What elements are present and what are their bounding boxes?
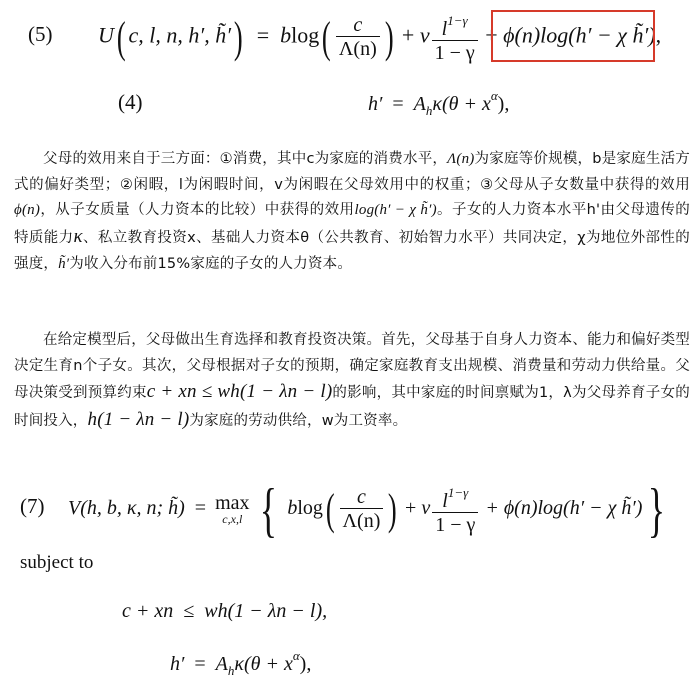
coef-A: A: [413, 93, 426, 115]
inline-math: c + xn ≤ wh(1 − λn − l): [146, 381, 333, 403]
constraint-human-capital: [0, 648, 700, 678]
coef-A: A: [215, 653, 228, 675]
fraction-numerator: c: [357, 486, 366, 508]
equation-number: (5): [28, 22, 53, 46]
equation-body: [170, 648, 311, 679]
text: 。子女的人力资本水平h'由父母遗传的特质能力: [14, 202, 690, 247]
subject-to-label: subject to: [20, 552, 94, 573]
text: 的影响，其中家庭的时间禀赋为1，λ为父母养育子女的时间投入，: [14, 385, 690, 430]
inline-math: κ: [73, 226, 83, 248]
rhs: κ(θ + x: [234, 653, 293, 675]
fraction-denominator: 1 − γ: [432, 40, 478, 65]
exponent: 1−γ: [447, 485, 469, 500]
equals-sign: =: [194, 497, 207, 520]
exponent: 1−γ: [447, 13, 468, 28]
constraint-budget: c + xn ≤ wh(1 − λn − l),: [122, 600, 328, 622]
paragraph-2: [14, 328, 690, 435]
equation-body: U( c, l, n, h′, h̃′) = blog( $\frac{c}{\Lambda(n)}$ ) + ν $\frac{l^{1-\gamma}}{1 - \gamma}$ + ϕ(n)log(h′ − χ h̃′),: [98, 10, 661, 65]
text: 父母的效用来自于三方面：①消费，其中c为家庭的消费水平，: [43, 151, 448, 167]
log-operator: log: [291, 22, 320, 48]
text: 为家庭的劳动供给，w为工资率。: [189, 413, 408, 430]
equals-sign: =: [256, 22, 270, 48]
exponent: α: [292, 648, 300, 663]
text: 在给定模型后，父母做出生育选择和教育投资决策。首先，父母基于自身人力资本、能力和偏好类型决定生育n个子女。其次，父母根据对子女的预期，确定家庭教育支出规模、消费量和劳动力供给量。父母决策受到预算约束: [14, 332, 690, 402]
equation-tail: + ϕ(n)log(h′ − χ h̃′): [485, 497, 643, 520]
equation-5: [0, 8, 700, 64]
highlighted-term: ϕ(n)log(h′ − χ h̃′): [503, 22, 656, 48]
subscript: h: [227, 663, 235, 678]
fraction-denominator: Λ(n): [340, 508, 384, 533]
equation-body: V(h, b, κ, n; h̃) = max c,x,l { blog( $\frac{c}{\Lambda(n)}$ ) + ν $\frac{l^{1-\gamma}}{1 - \gamma}$ + ϕ(n)log(h′ − χ h̃′)}: [68, 476, 666, 543]
equation-7: [0, 476, 700, 543]
function-args: c, l, n, h′, h̃′: [128, 22, 232, 48]
equation-4: [0, 88, 700, 120]
text: ，从子女质量（人力资本的比较）中获得的效用: [40, 202, 355, 219]
inline-math: h̃′: [58, 255, 70, 272]
fraction: [432, 10, 478, 65]
inline-math: Λ(n): [447, 151, 475, 167]
plus-sign: +: [401, 22, 415, 48]
plus-sign: +: [405, 497, 417, 520]
rhs-close: ),: [497, 93, 510, 115]
nu-symbol: ν: [421, 497, 431, 520]
inline-math: log(h′ − χ h̃′): [354, 202, 437, 219]
fraction: [336, 14, 380, 61]
highlight-box: [491, 10, 655, 62]
nu-symbol: ν: [419, 22, 430, 48]
trailing-comma: ,: [655, 22, 662, 48]
lhs: h′: [368, 93, 383, 115]
equation-body: [368, 88, 509, 119]
fraction-numerator: l: [442, 490, 448, 512]
fraction-numerator: c: [353, 14, 363, 36]
rhs: κ(θ + x: [432, 93, 491, 115]
log-operator: log: [297, 497, 323, 520]
subscript: h: [425, 103, 433, 118]
lhs: V(h, b, κ, n; h̃): [68, 497, 185, 520]
text: 为家庭等价规模，b是家庭生活方式的偏好类型；②闲暇，l为闲暇时间，v为闲暇在父母效用中的权重；③父母从子女数量中获得的效用: [14, 151, 691, 193]
equation-number: (7): [20, 494, 45, 518]
inline-math: ϕ(n): [14, 202, 41, 219]
max-label: max: [215, 492, 250, 514]
fraction: [340, 486, 384, 533]
max-subscript: c,x,l: [222, 512, 243, 526]
max-operator: [215, 493, 249, 526]
coef-b: b: [280, 22, 292, 48]
lhs: h′: [170, 653, 185, 675]
fraction-numerator: l: [441, 18, 448, 40]
function-name: U: [98, 22, 114, 48]
rhs-close: ),: [299, 653, 312, 675]
exponent: α: [490, 88, 498, 103]
equals-sign: =: [392, 93, 404, 115]
equation-number: (4): [118, 90, 143, 114]
fraction-denominator: 1 − γ: [432, 512, 478, 537]
plus-sign: +: [485, 22, 498, 48]
fraction-denominator: Λ(n): [336, 36, 380, 61]
text: 为收入分布前15%家庭的子女的人力资本。: [69, 255, 353, 272]
fraction: [432, 482, 478, 537]
inline-math: h(1 − λn − l): [87, 409, 190, 431]
equals-sign: =: [194, 653, 206, 675]
coef-b: b: [287, 497, 298, 520]
text: 、私立教育投资x、基础人力资本θ（公共教育、初始智力水平）共同决定，χ为地位外部性的强度，: [14, 230, 690, 272]
paragraph-1: [14, 147, 690, 278]
